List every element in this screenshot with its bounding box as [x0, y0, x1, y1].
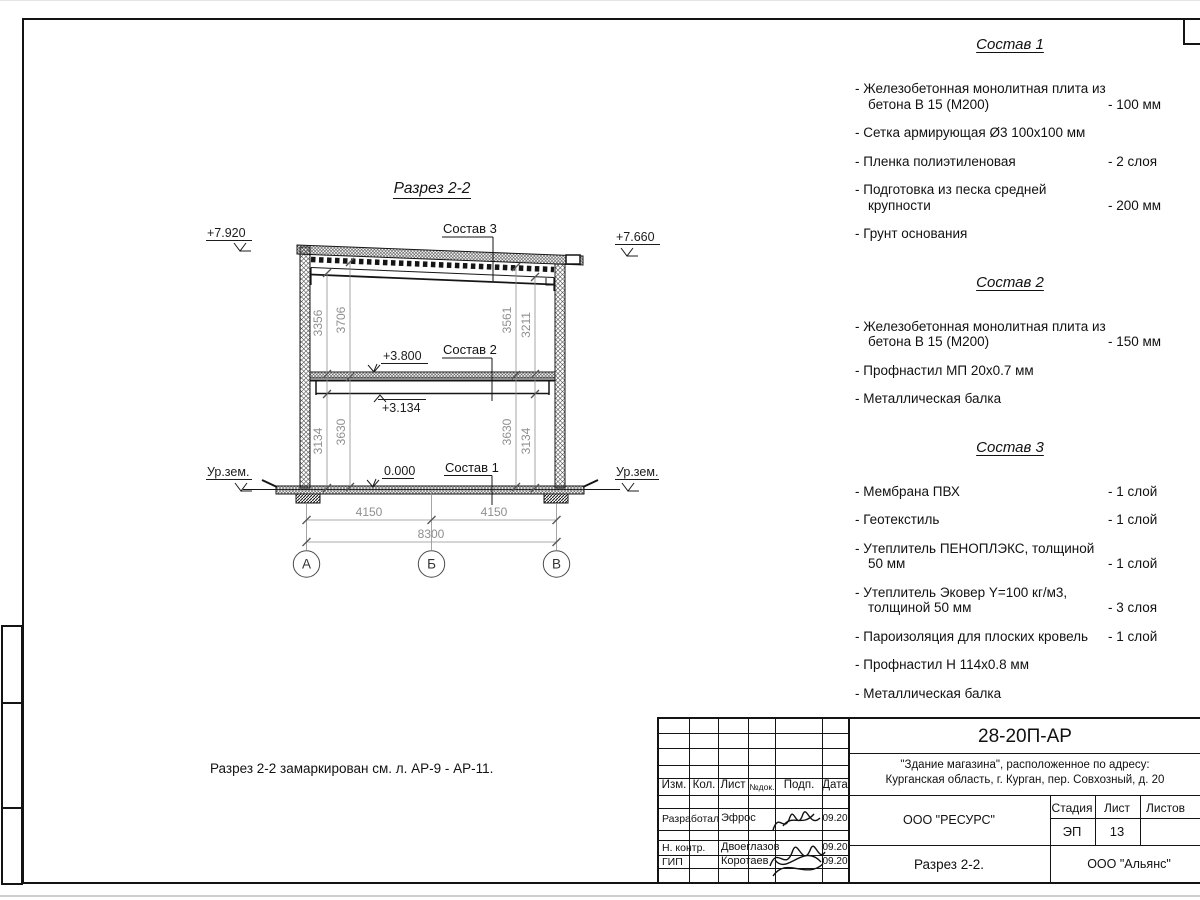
elevation-zero	[367, 464, 415, 487]
list-item: - Железобетонная монолитная плита из бетона В 15 (М200) - 150 мм	[855, 318, 1162, 349]
svg-text:Ур.зем.: Ур.зем.	[207, 465, 250, 479]
svg-text:Состав 3: Состав 3	[443, 221, 497, 236]
vdim-3134-right: 3134	[519, 427, 533, 455]
row-name: Коротаев	[721, 855, 769, 867]
row-role: ГИП	[662, 856, 683, 868]
row-date: 09.20	[822, 842, 848, 853]
list-item: - Сетка армирующая Ø3 100х100 мм	[855, 125, 1086, 140]
footing-left	[296, 494, 320, 503]
dimension-lines	[307, 262, 557, 550]
list-item: - Грунт основания	[855, 226, 968, 241]
vdim-3134-left: 3134	[311, 427, 325, 455]
edge-box-2	[1, 702, 23, 809]
svg-text:+3.800: +3.800	[383, 349, 422, 363]
vdim-3561: 3561	[500, 306, 514, 334]
title-block	[657, 717, 1200, 884]
footing-right	[544, 494, 568, 503]
paper-edge-bottom	[0, 895, 1200, 897]
svg-text:Состав 1: Состав 1	[445, 460, 499, 475]
row-date: 09.20	[822, 813, 848, 824]
list-item: - Металлическая балка	[855, 685, 1002, 701]
paper-edge-top	[0, 0, 1200, 1]
stage-label: Стадия	[1051, 801, 1093, 815]
sheet-value: 13	[1109, 824, 1125, 839]
row-name: Двоеглазов	[721, 841, 780, 853]
drawing-title-text: Разрез 2-2	[393, 180, 471, 197]
building-structure	[243, 245, 620, 503]
svg-text:+7.660: +7.660	[616, 230, 655, 244]
project-address-line1: "Здание магазина", расположенное по адресу:	[900, 759, 1150, 771]
col-ndoc: №док.	[749, 782, 775, 792]
list-item: - Пленка полиэтиленовая - 2 слоя	[855, 153, 1158, 169]
row-name: Эфрос	[721, 812, 756, 824]
corner-doc-box	[1183, 18, 1200, 45]
row-role: Н. контр.	[662, 842, 706, 854]
axis-v: В	[551, 556, 562, 572]
row-date: 09.20	[822, 856, 848, 867]
axis-bubbles	[293, 551, 569, 577]
col-data: Дата	[822, 779, 848, 791]
svg-text:Состав 2: Состав 2	[443, 342, 497, 357]
dimension-labels	[311, 306, 533, 541]
edge-box-3	[1, 807, 23, 885]
elevation-beam	[374, 395, 426, 415]
list-item: - Профнастил Н 114х0.8 мм	[855, 657, 1029, 672]
dim-total: 8300	[417, 527, 445, 541]
svg-text:+7.920: +7.920	[207, 226, 246, 240]
ground-level-right	[615, 465, 659, 491]
col-izm: Изм.	[661, 779, 687, 791]
reference-note: Разрез 2-2 замаркирован см. л. АР-9 - АР-11.	[210, 761, 494, 776]
elevation-roof-left	[206, 226, 252, 251]
drawing-title	[393, 180, 471, 199]
dim-span-right: 4150	[480, 505, 508, 519]
leader-sostav1	[444, 460, 499, 505]
col-podp: Подп.	[783, 779, 815, 791]
composition-3	[855, 439, 1165, 702]
ground-level-left	[206, 465, 252, 491]
wall-left	[300, 247, 310, 488]
sheets-label: Листов	[1146, 801, 1185, 815]
section-drawing	[180, 165, 680, 595]
axis-b: Б	[427, 556, 436, 572]
project-address-line2: Курганская область, г. Курган, пер. Совхозный, д. 20	[885, 774, 1165, 786]
list-item: - Пароизоляция для плоских кровель - 1 слой	[855, 628, 1158, 644]
elevation-roof-right	[615, 230, 660, 256]
composition-2-title: Состав 2	[976, 273, 1044, 291]
svg-text:0.000: 0.000	[384, 464, 416, 478]
svg-text:+3.134: +3.134	[382, 401, 421, 415]
composition-1-title: Состав 1	[976, 36, 1044, 53]
list-item: - Мембрана ПВХ - 1 слой	[855, 483, 1158, 499]
elevation-floor2	[368, 349, 428, 372]
dim-span-left: 4150	[355, 505, 383, 519]
composition-3-title: Состав 3	[976, 438, 1044, 456]
vdim-3356: 3356	[311, 309, 325, 337]
roof-drip-edge	[566, 255, 580, 264]
compositions-panel	[855, 36, 1165, 733]
section-title: Разрез 2-2.	[913, 857, 985, 872]
vdim-3630-right: 3630	[500, 418, 514, 446]
list-item: - Утеплитель Эковер Y=100 кг/м3, толщиной 50 мм - 3 слоя	[855, 584, 1158, 615]
col-kol: Кол.	[692, 779, 716, 791]
list-item: - Подготовка из песка средней крупности - 200 мм	[855, 182, 1162, 213]
list-item: - Металлическая балка	[855, 391, 1002, 406]
wall-right	[555, 264, 565, 488]
org2-name: ООО "Альянс"	[1087, 857, 1171, 871]
list-item: - Геотекстиль - 1 слой	[855, 512, 1158, 527]
axis-a: А	[301, 556, 312, 572]
vdim-3630-left: 3630	[334, 418, 348, 446]
vdim-3706: 3706	[334, 306, 348, 334]
edge-box-1	[1, 625, 23, 704]
roof-slab	[297, 245, 583, 265]
signature-1	[769, 803, 824, 839]
sheet-label: Лист	[1103, 801, 1131, 815]
ground-slab	[276, 486, 584, 494]
stage-value: ЭП	[1062, 824, 1082, 839]
composition-1	[855, 36, 1165, 242]
list-item: - Железобетонная монолитная плита из бетона В 15 (М200) - 100 мм	[855, 81, 1162, 112]
row-role: Разработал	[662, 813, 720, 825]
col-list: Лист	[720, 779, 746, 791]
vdim-3211: 3211	[519, 312, 533, 338]
doc-number: 28-20П-АР	[978, 726, 1072, 747]
list-item: - Утеплитель ПЕНОПЛЭКС, толщиной 50 мм - 1 слой	[855, 540, 1158, 571]
svg-text:Ур.зем.: Ур.зем.	[616, 465, 659, 479]
signature-2	[765, 836, 829, 884]
composition-2	[855, 274, 1165, 407]
list-item: - Профнастил МП 20х0.7 мм	[855, 362, 1034, 378]
org-name: ООО "РЕСУРС"	[903, 813, 995, 827]
